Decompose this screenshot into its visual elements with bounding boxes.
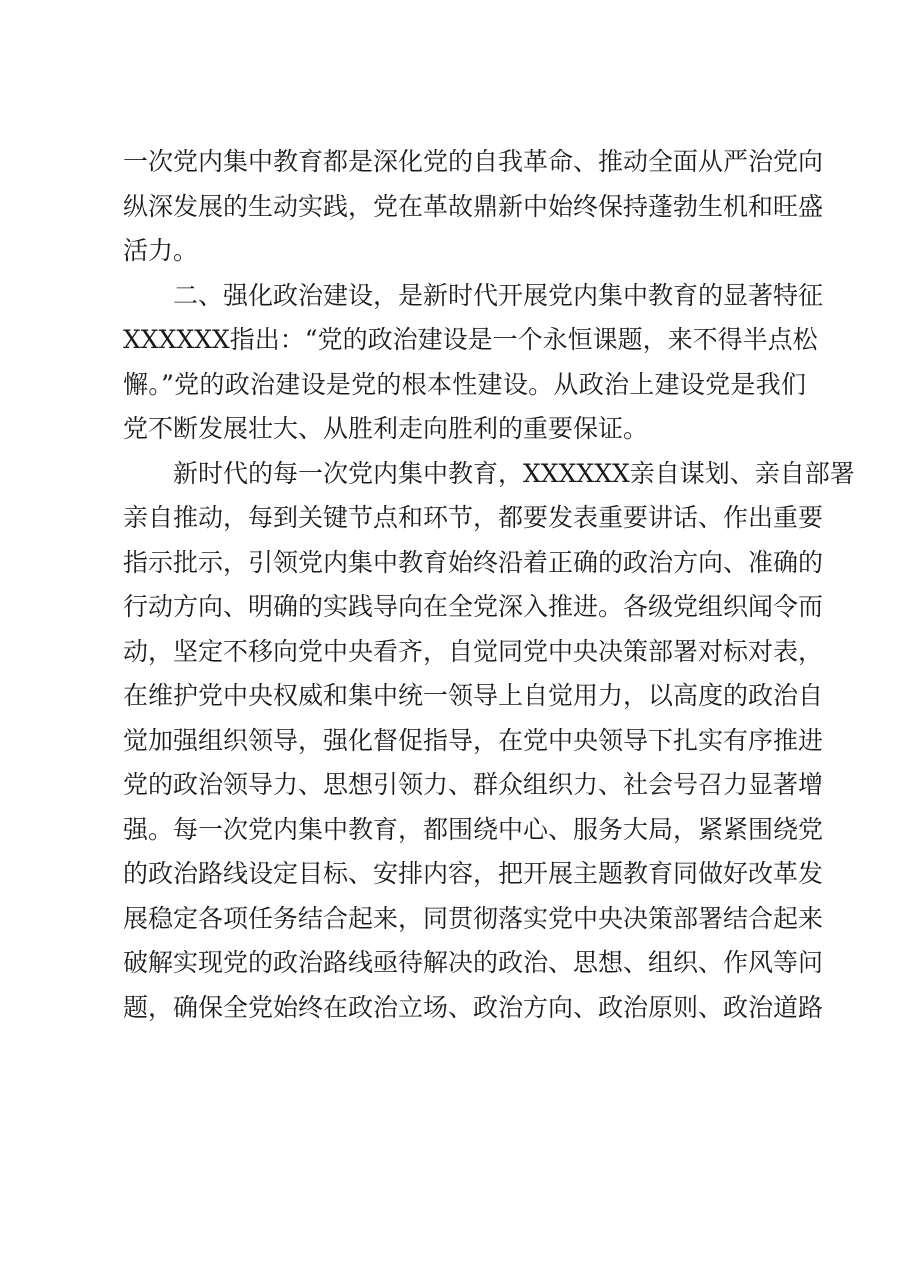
text-line: 行动方向、明确的实践导向在全党深入推进。各级党组织闻令而: [123, 592, 824, 621]
text-line: 强。每一次党内集中教育，都围绕中心、服务大局，紧紧围绕党: [123, 814, 824, 844]
text-line: 活力。: [123, 236, 199, 265]
text-line: 觉加强组织领导，强化督促指导，在党中央领导下扎实有序推进: [123, 725, 824, 755]
text-line: 纵深发展的生动实践，党在革故鼎新中始终保持蓬勃生机和旺盛: [123, 191, 824, 221]
text-line: XXXXXX指出：“党的政治建设是一个永恒课题，来不得半点松: [123, 325, 818, 354]
text-line: 题，确保全党始终在政治立场、政治方向、政治原则、政治道路: [123, 992, 824, 1022]
text-line: 亲自推动，每到关键节点和环节，都要发表重要讲话、作出重要: [123, 503, 824, 532]
text-line: 党的政治领导力、思想引领力、群众组织力、社会号召力显著增: [123, 770, 824, 799]
document-body: [123, 140, 855, 1030]
text-line: 党不断发展壮大、从胜利走向胜利的重要保证。: [123, 414, 649, 443]
text-line: 新时代的每一次党内集中教育，XXXXXX亲自谋划、亲自部署: [123, 458, 855, 488]
text-line: 在维护党中央权威和集中统一领导上自觉用力，以高度的政治自: [123, 681, 824, 710]
text-line: 懈。”党的政治建设是党的根本性建设。从政治上建设党是我们: [123, 369, 806, 399]
text-line: 展稳定各项任务结合起来，同贯彻落实党中央决策部署结合起来: [123, 903, 824, 933]
text-line: 的政治路线设定目标、安排内容，把开展主题教育同做好改革发: [123, 859, 824, 888]
section-heading-line: 二、强化政治建设，是新时代开展党内集中教育的显著特征: [123, 280, 824, 310]
text-line: 动，坚定不移向党中央看齐，自觉同党中央决策部署对标对表，: [123, 636, 824, 666]
text-line: 一次党内集中教育都是深化党的自我革命、推动全面从严治党向: [123, 147, 824, 176]
text-line: 破解实现党的政治路线亟待解决的政治、思想、组织、作风等问: [123, 948, 824, 977]
text-line: 指示批示，引领党内集中教育始终沿着正确的政治方向、准确的: [123, 547, 824, 577]
